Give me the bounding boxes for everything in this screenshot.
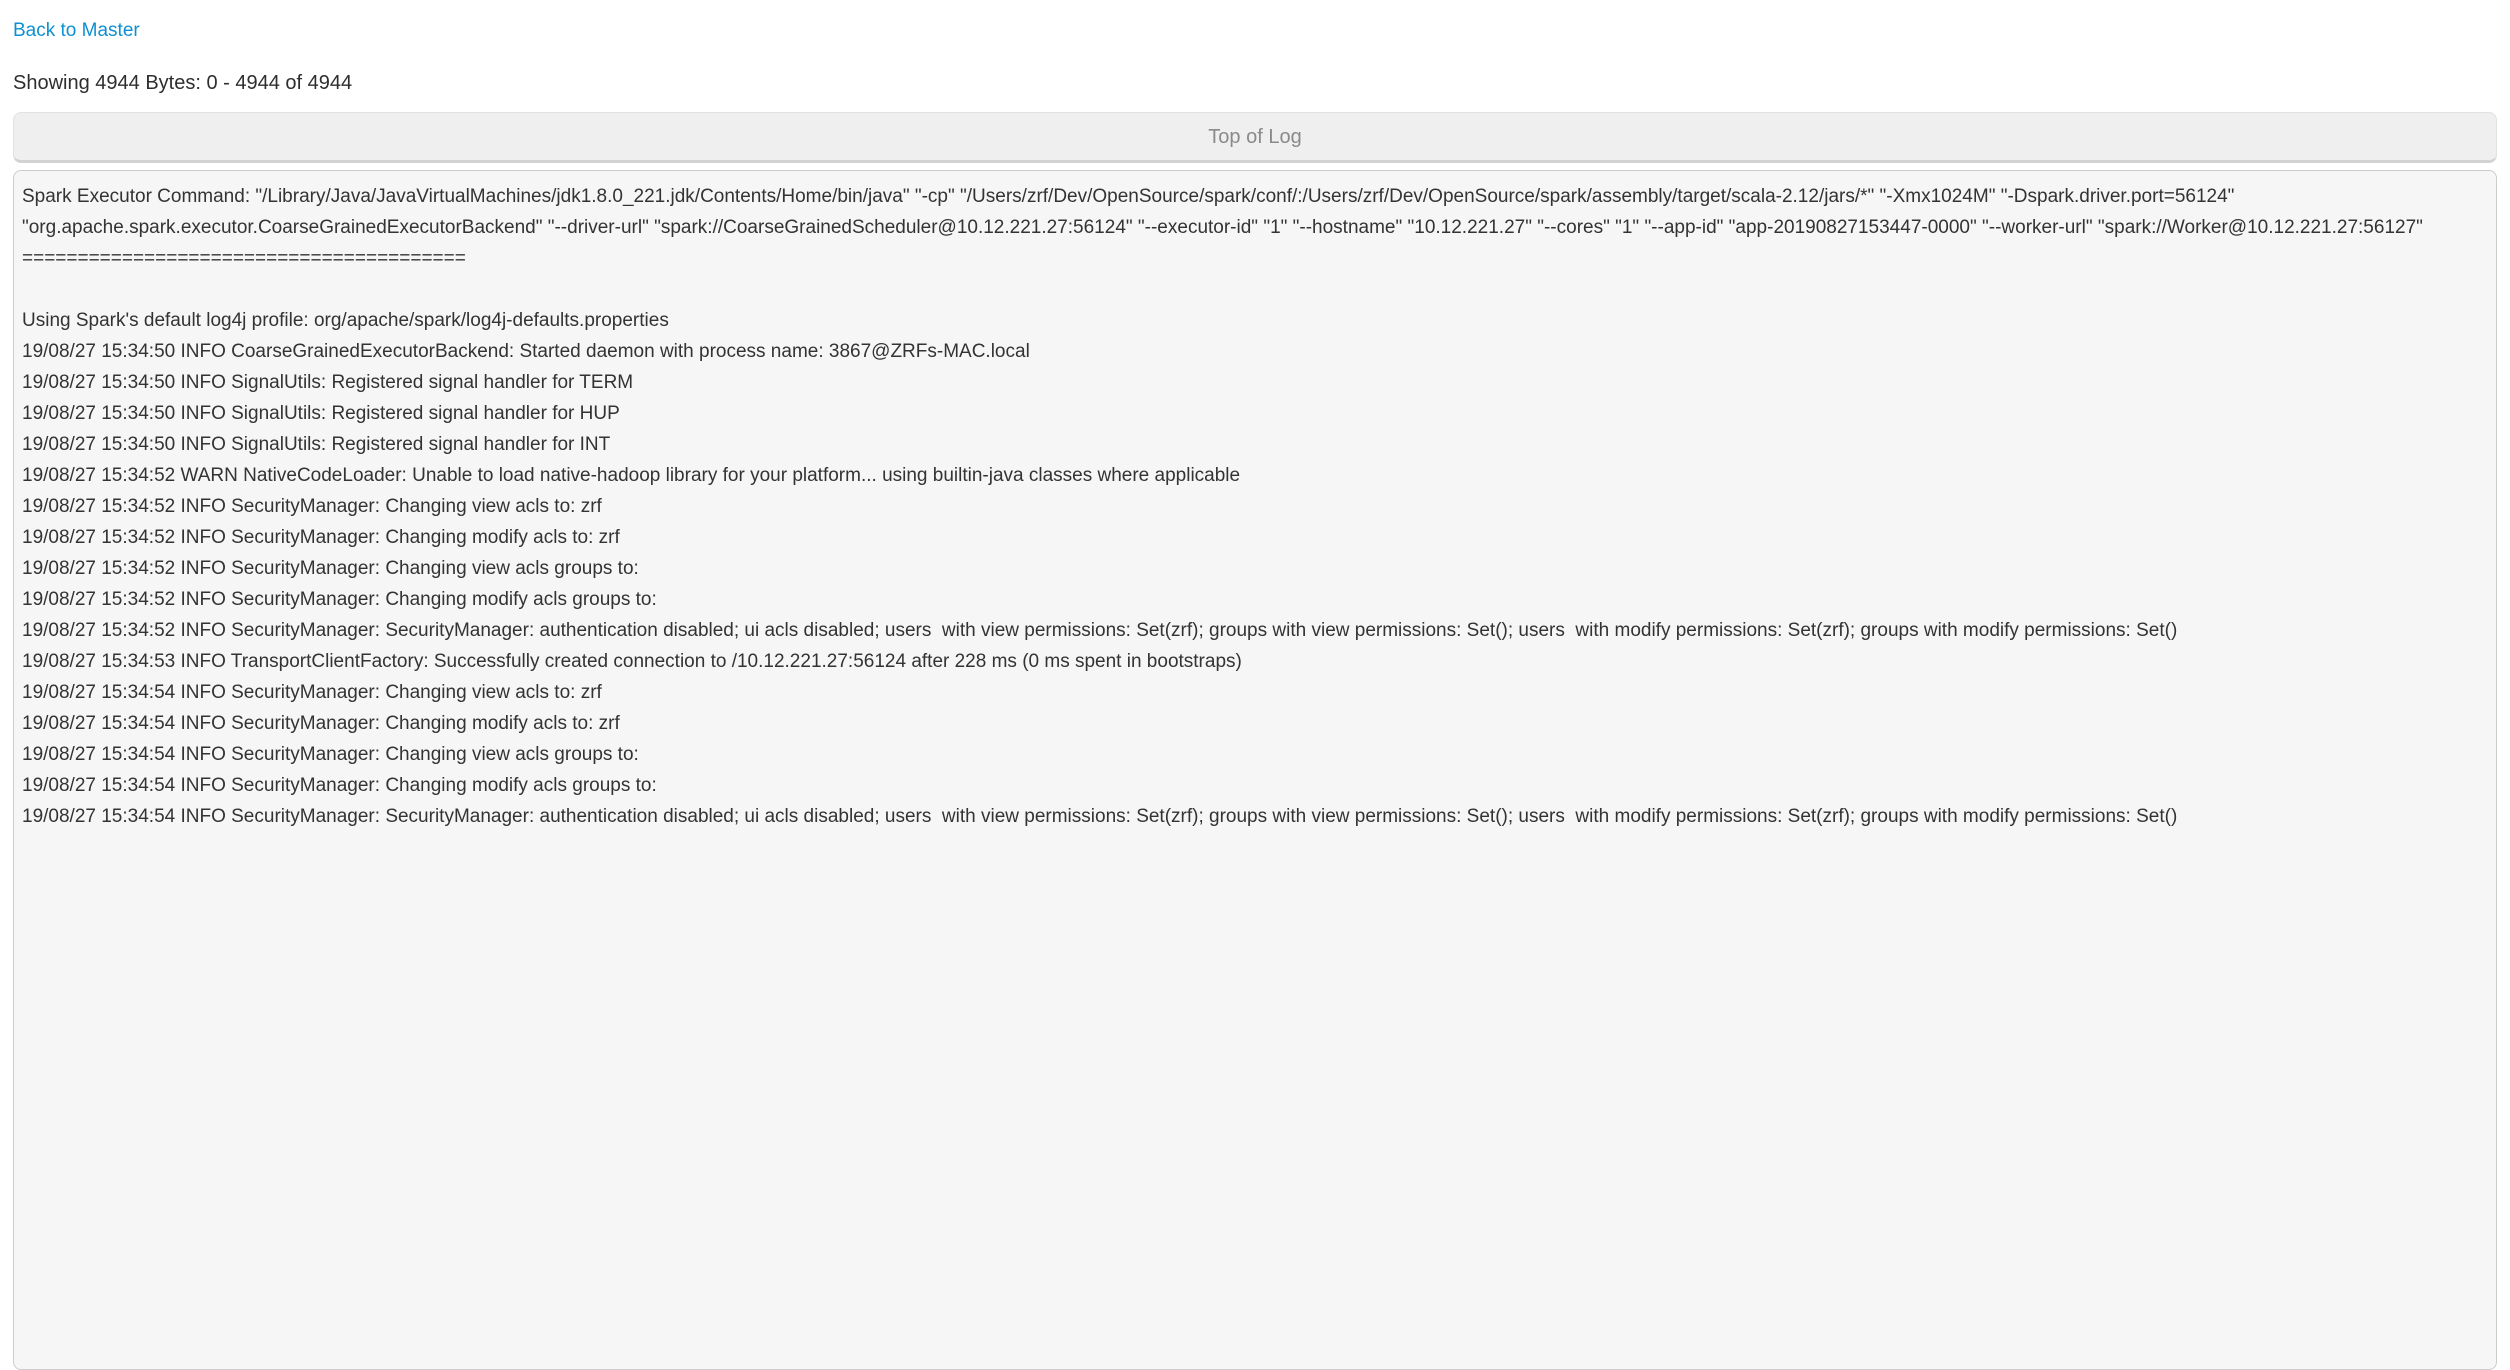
byte-range-status: Showing 4944 Bytes: 0 - 4944 of 4944 — [13, 72, 353, 94]
back-to-master-link[interactable]: Back to Master — [13, 20, 140, 41]
top-of-log-button[interactable]: Top of Log — [13, 112, 2497, 163]
log-content: Spark Executor Command: "/Library/Java/JavaVirtualMachines/jdk1.8.0_221.jdk/Contents/Home/bin/java" "-cp" "/Users/zrf/Dev/OpenSource/spark/conf/:/Users/zrf/Dev/OpenSource/spark/assembly/target/scala-2.12/jars/*" "-Xmx1024M" "-Dspark.driver.port=56124" "org.apache.spark.executor.CoarseGrainedExecutorBackend" "--driver-url" "spark://CoarseGrainedScheduler@10.12.221.27:56124" "--executor-id" "1" "--hostname" "10.12.221.27" "--cores" "1" "--app-id" "app-20190827153447-0000" "--worker-url" "spark://Worker@10.12.221.27:56127" ======================================== Using Spark's default log4j profile: org/apache/spark/log4j-defaults.properties 19/08/27 15:34:50 INFO CoarseGrainedExecutorBackend: Started daemon with process name: 3867@ZRFs-MAC.local 19/08/27 15:34:50 INFO SignalUtils: Registered signal handler for TERM 19/08/27 15:34:50 INFO SignalUtils: Registered signal handler for HUP 19/08/27 15:34:50 INFO SignalUtils: Registered signal handler for INT 19/08/27 15:34:52 WARN NativeCodeLoader: Unable to load native-hadoop library for your platform... using builtin-java classes where applicable 19/08/27 15:34:52 INFO SecurityManager: Changing view acls to: zrf 19/08/27 15:34:52 INFO SecurityManager: Changing modify acls to: zrf 19/08/27 15:34:52 INFO SecurityManager: Changing view acls groups to: 19/08/27 15:34:52 INFO SecurityManager: Changing modify acls groups to: 19/08/27 15:34:52 INFO SecurityManager: SecurityManager: authentication disabled; ui acls disabled; users with view permissions: Set(zrf); groups with view permissions: Set(); users with modify permissions: Set(zrf); groups with modify permissions: Set() 19/08/27 15:34:53 INFO TransportClientFactory: Successfully created connection to /10.12.221.27:56124 after 228 ms (0 ms spent in bootstraps) 19/08/27 15:34:54 INFO SecurityManager: Changing view acls to: zrf 19/08/27 15:34:54 INFO SecurityManager: Changing modify acls to: zrf 19/08/27 15:34:54 INFO SecurityManager: Changing view acls groups to: 19/08/27 15:34:54 INFO SecurityManager: Changing modify acls groups to: 19/08/27 15:34:54 INFO SecurityManager: SecurityManager: authentication disabled; ui acls disabled; users with view permissions: Set(zrf); groups with view permissions: Set(); users with modify permissions: Set(zrf); groups with modify permissions: Set() — [13, 170, 2497, 1370]
